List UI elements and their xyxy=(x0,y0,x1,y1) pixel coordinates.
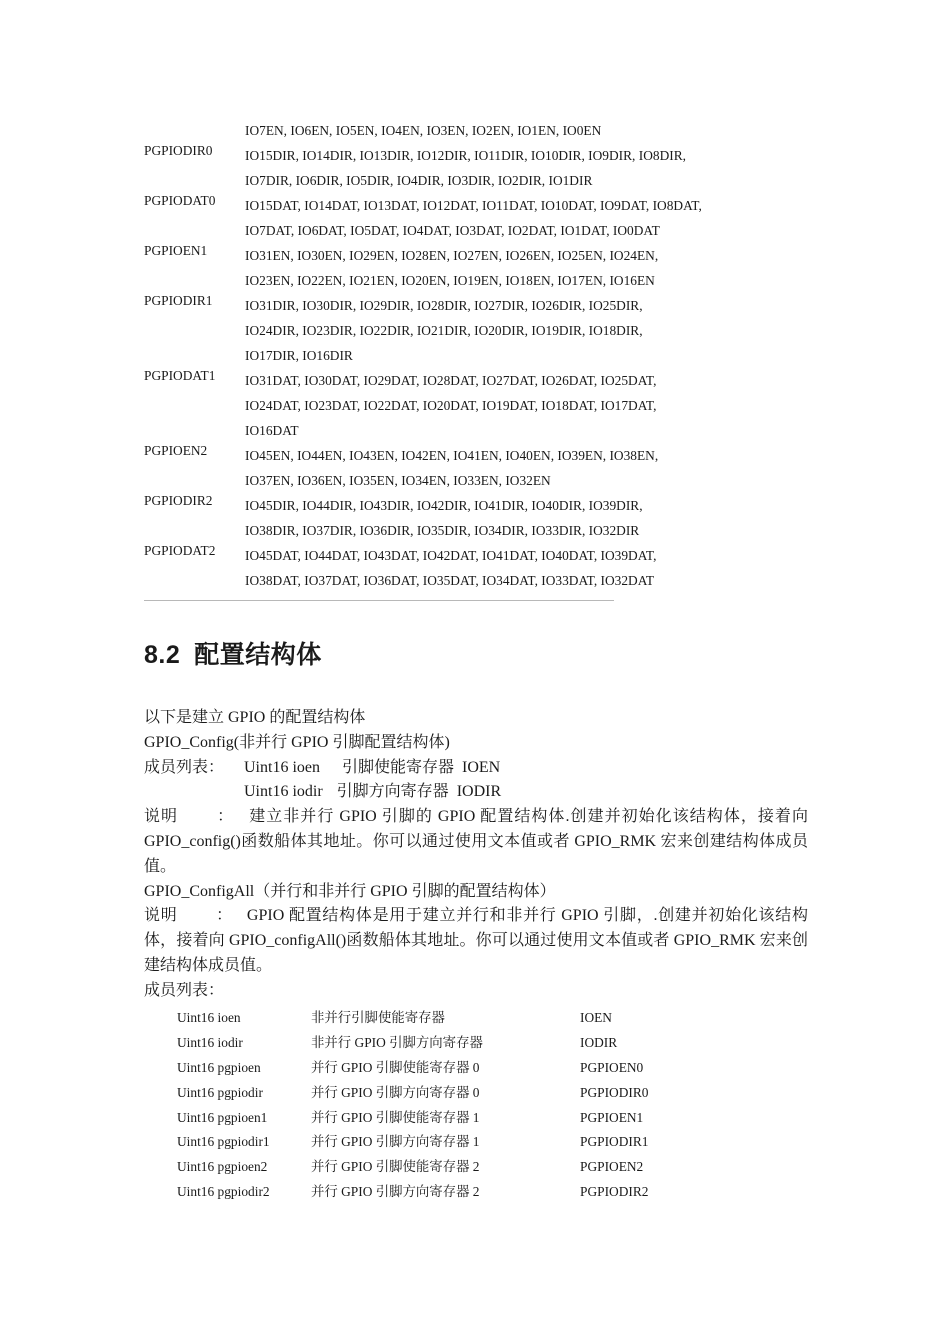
member-type: Uint16 pgpiodir2 xyxy=(177,1184,270,1200)
member-register: PGPIOEN1 xyxy=(580,1109,644,1125)
register-fields-line: IO31EN, IO30EN, IO29EN, IO28EN, IO27EN, IO26EN, IO25EN, IO24EN, xyxy=(245,248,659,263)
register-row xyxy=(144,243,764,293)
member-register: IOEN xyxy=(462,758,501,776)
member-register: PGPIOEN2 xyxy=(580,1159,644,1175)
table-row xyxy=(177,1056,677,1081)
register-fields-line: IO31DIR, IO30DIR, IO29DIR, IO28DIR, IO27DIR, IO26DIR, IO25DIR, xyxy=(245,298,643,313)
member-entry xyxy=(244,756,500,781)
register-row xyxy=(144,368,764,443)
member-description: 并行 GPIO 引脚方向寄存器 1 xyxy=(311,1134,480,1150)
register-fields-line: IO45DIR, IO44DIR, IO43DIR, IO42DIR, IO41DIR, IO40DIR, IO39DIR, xyxy=(245,498,643,513)
description-colon: ： xyxy=(215,907,233,925)
member-description: 引脚使能寄存器 xyxy=(342,758,455,776)
table-row xyxy=(177,1130,677,1155)
register-name: PGPIODAT0 xyxy=(144,193,216,208)
register-row xyxy=(144,493,764,543)
member-register: PGPIODIR1 xyxy=(580,1134,649,1150)
table-row xyxy=(177,1180,677,1205)
configall-member-table xyxy=(177,1006,677,1205)
register-name: PGPIODAT2 xyxy=(144,543,216,558)
register-fields-line: IO15DIR, IO14DIR, IO13DIR, IO12DIR, IO11DIR, IO10DIR, IO9DIR, IO8DIR, xyxy=(245,148,686,163)
member-type: Uint16 iodir xyxy=(177,1034,243,1050)
section-body xyxy=(144,706,808,1004)
description-text: 建立非并行 GPIO 引脚的 GPIO 配置结构体.创建并初始化该结构体，接着向 GPIO_config()函数船体其地址。你可以通过使用文本值或者 GPIO_RMK 宏来创建结构体成员值。 xyxy=(144,808,808,875)
register-fields-line: IO23EN, IO22EN, IO21EN, IO20EN, IO19EN, IO18EN, IO17EN, IO16EN xyxy=(245,273,655,288)
member-description: 非并行引脚使能寄存器 xyxy=(311,1010,445,1025)
section-title: 配置结构体 xyxy=(194,641,322,669)
description-paragraph xyxy=(144,805,808,879)
description-colon: ： xyxy=(216,808,235,826)
register-name: PGPIODAT1 xyxy=(144,368,216,383)
register-name: PGPIODIR0 xyxy=(144,143,213,158)
description-paragraph xyxy=(144,904,808,978)
register-fields-line: IO7EN, IO6EN, IO5EN, IO4EN, IO3EN, IO2EN, IO1EN, IO0EN xyxy=(245,123,602,138)
table-row xyxy=(177,1006,677,1031)
member-description: 并行 GPIO 引脚使能寄存器 1 xyxy=(311,1109,480,1125)
register-fields-line: IO45EN, IO44EN, IO43EN, IO42EN, IO41EN, IO40EN, IO39EN, IO38EN, xyxy=(245,448,659,463)
register-row xyxy=(144,193,764,243)
member-register: PGPIODIR2 xyxy=(580,1184,649,1200)
register-row xyxy=(144,143,764,193)
description-text: GPIO 配置结构体是用于建立并行和非并行 GPIO 引脚，.创建并初始化该结构体，接着向 GPIO_configAll()函数船体其地址。你可以通过使用文本值或者 GPIO_RMK 宏来创建结构体成员值。 xyxy=(144,907,808,974)
member-type: Uint16 pgpioen1 xyxy=(177,1109,268,1125)
register-row xyxy=(144,118,764,143)
member-type: Uint16 pgpiodir1 xyxy=(177,1134,270,1150)
register-row xyxy=(144,543,764,593)
register-name: PGPIOEN1 xyxy=(144,243,208,258)
member-list-label: 成员列表： xyxy=(144,758,225,776)
member-type: Uint16 pgpioen2 xyxy=(177,1159,268,1175)
register-fields-line: IO38DIR, IO37DIR, IO36DIR, IO35DIR, IO34DIR, IO33DIR, IO32DIR xyxy=(245,523,640,538)
member-description: 并行 GPIO 引脚使能寄存器 0 xyxy=(311,1059,480,1075)
member-type: Uint16 iodir xyxy=(244,783,323,801)
table-bottom-rule xyxy=(144,600,614,601)
register-fields-line: IO31DAT, IO30DAT, IO29DAT, IO28DAT, IO27DAT, IO26DAT, IO25DAT, xyxy=(245,373,657,388)
register-fields-line: IO15DAT, IO14DAT, IO13DAT, IO12DAT, IO11DAT, IO10DAT, IO9DAT, IO8DAT, xyxy=(245,198,702,213)
register-name: PGPIODIR1 xyxy=(144,293,213,308)
member-register: PGPIODIR0 xyxy=(580,1084,649,1100)
member-register: IODIR xyxy=(456,783,502,801)
register-fields-line: IO7DIR, IO6DIR, IO5DIR, IO4DIR, IO3DIR, IO2DIR, IO1DIR xyxy=(245,173,593,188)
register-fields-line: IO16DAT xyxy=(245,423,299,438)
register-fields-line: IO38DAT, IO37DAT, IO36DAT, IO35DAT, IO34DAT, IO33DAT, IO32DAT xyxy=(245,573,655,588)
register-row xyxy=(144,293,764,368)
member-register: PGPIOEN0 xyxy=(580,1059,644,1075)
register-fields-line: IO7DAT, IO6DAT, IO5DAT, IO4DAT, IO3DAT, IO2DAT, IO1DAT, IO0DAT xyxy=(245,223,660,238)
member-register: IODIR xyxy=(580,1034,618,1050)
table-row xyxy=(177,1106,677,1131)
register-row xyxy=(144,443,764,493)
member-entry xyxy=(244,780,501,805)
configall-struct-heading: GPIO_ConfigAll（并行和非并行 GPIO 引脚的配置结构体） xyxy=(144,882,556,900)
member-description: 并行 GPIO 引脚方向寄存器 2 xyxy=(311,1184,480,1200)
description-label: 说明 xyxy=(144,907,178,925)
member-list-row xyxy=(144,780,808,805)
member-register: IOEN xyxy=(580,1010,612,1025)
register-fields-line: IO45DAT, IO44DAT, IO43DAT, IO42DAT, IO41DAT, IO40DAT, IO39DAT, xyxy=(245,548,657,563)
member-list-label: 成员列表： xyxy=(144,981,225,999)
register-fields-line: IO37EN, IO36EN, IO35EN, IO34EN, IO33EN, IO32EN xyxy=(245,473,551,488)
section-number: 8.2 xyxy=(144,641,181,669)
register-field-table xyxy=(144,118,764,593)
section-heading xyxy=(144,635,322,671)
intro-paragraph: 以下是建立 GPIO 的配置结构体 xyxy=(144,709,366,726)
config-struct-heading: GPIO_Config(非并行 GPIO 引脚配置结构体) xyxy=(144,733,450,751)
member-description: 非并行 GPIO 引脚方向寄存器 xyxy=(311,1034,483,1050)
member-type: Uint16 ioen xyxy=(244,758,320,776)
member-description: 引脚方向寄存器 xyxy=(336,783,449,801)
register-name: PGPIOEN2 xyxy=(144,443,208,458)
member-description: 并行 GPIO 引脚方向寄存器 0 xyxy=(311,1084,480,1100)
member-type: Uint16 ioen xyxy=(177,1010,241,1025)
register-fields-line: IO24DAT, IO23DAT, IO22DAT, IO20DAT, IO19DAT, IO18DAT, IO17DAT, xyxy=(245,398,657,413)
table-row xyxy=(177,1155,677,1180)
member-list-row xyxy=(144,756,808,781)
table-row xyxy=(177,1081,677,1106)
description-label: 说明 xyxy=(144,808,179,826)
register-fields-line: IO17DIR, IO16DIR xyxy=(245,348,353,363)
register-fields-line: IO24DIR, IO23DIR, IO22DIR, IO21DIR, IO20DIR, IO19DIR, IO18DIR, xyxy=(245,323,643,338)
register-name: PGPIODIR2 xyxy=(144,493,213,508)
member-type: Uint16 pgpioen xyxy=(177,1059,261,1075)
table-row xyxy=(177,1031,677,1056)
member-description: 并行 GPIO 引脚使能寄存器 2 xyxy=(311,1159,480,1175)
member-type: Uint16 pgpiodir xyxy=(177,1084,263,1100)
